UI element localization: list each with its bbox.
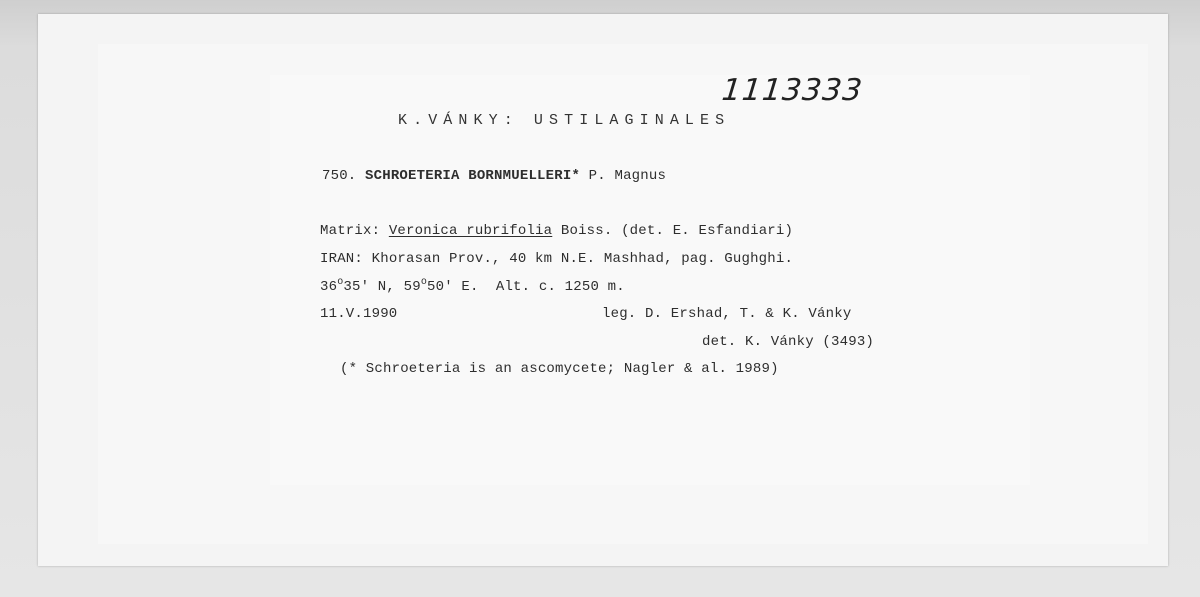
species-author: P. Magnus	[588, 168, 667, 184]
longitude-altitude: 50' E. Alt. c. 1250 m.	[427, 279, 625, 295]
degree-symbol: o	[420, 277, 428, 288]
degree-symbol: o	[337, 277, 344, 288]
locality-line	[320, 251, 793, 267]
label-header: K.VÁNKY: USTILAGINALES	[398, 112, 731, 129]
coordinates-line	[320, 279, 625, 297]
locality-rest: Khorasan Prov., 40 km N.E. Mashhad, pag. Gughghi.	[371, 251, 794, 267]
latitude-degrees: 36	[320, 279, 338, 295]
locality-country: IRAN:	[320, 251, 364, 267]
species-number: 750.	[322, 168, 357, 184]
determiner: det. K. Vánky (3493)	[702, 334, 875, 350]
collectors: leg. D. Ershad, T. & K. Vánky	[602, 306, 852, 322]
collection-number: 1113333	[720, 73, 865, 108]
species-line	[322, 168, 666, 184]
species-name: SCHROETERIA BORNMUELLERI*	[365, 168, 581, 184]
matrix-host: Veronica rubrifolia	[388, 223, 553, 239]
matrix-rest: Boiss. (det. E. Esfandiari)	[560, 223, 794, 239]
matrix-line	[320, 223, 793, 239]
matrix-label: Matrix:	[320, 223, 381, 239]
collection-date: 11.V.1990	[320, 306, 398, 322]
latitude-minutes: 35' N, 59	[343, 279, 421, 295]
footnote: (* Schroeteria is an ascomycete; Nagler & al. 1989)	[340, 361, 779, 377]
